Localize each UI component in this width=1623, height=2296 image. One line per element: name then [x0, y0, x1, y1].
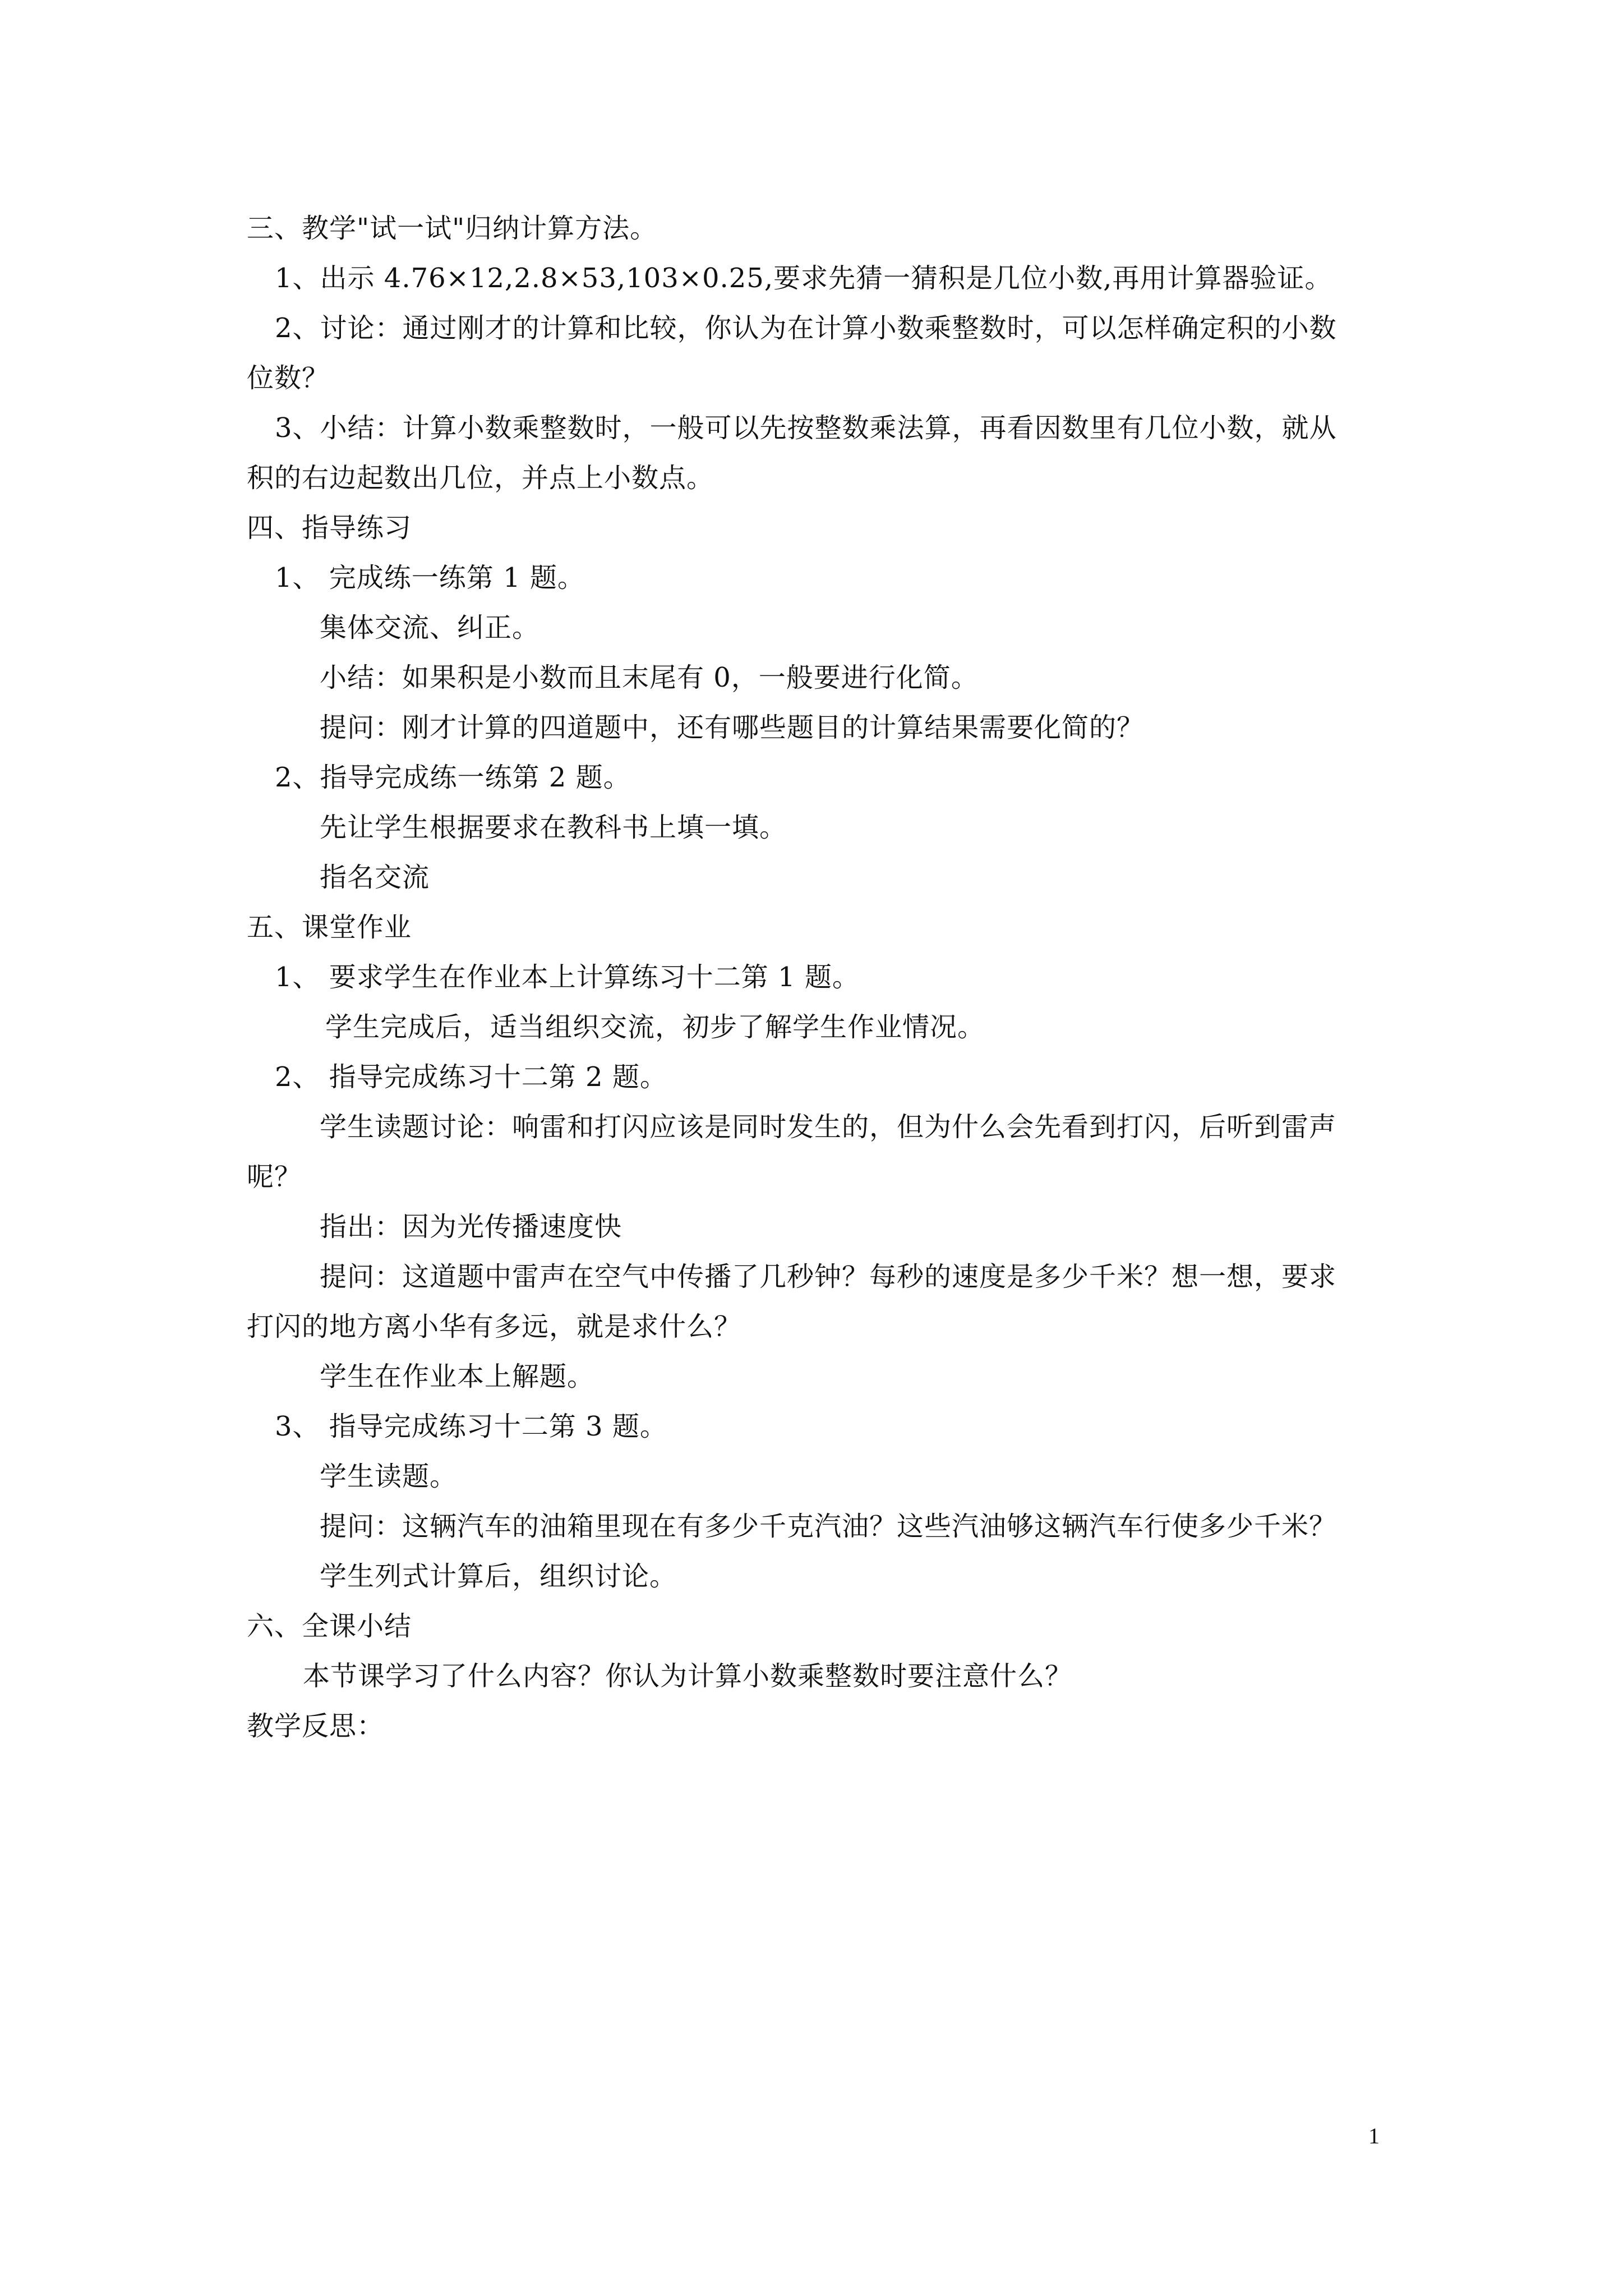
heading-section-3: 三、教学"试一试"归纳计算方法。	[247, 213, 658, 244]
paragraph-line: 位数？	[247, 362, 330, 394]
paragraph-line: 提问：这道题中雷声在空气中传播了几秒钟？每秒的速度是多少千米？想一想，要求	[320, 1261, 1337, 1292]
page-number: 1	[1368, 2123, 1380, 2148]
paragraph-line: 2、 指导完成练习十二第 2 题。	[275, 1061, 667, 1093]
paragraph-line: 1、 完成练一练第 1 题。	[275, 562, 585, 593]
paragraph-line: 2、讨论：通过刚才的计算和比较，你认为在计算小数乘整数时，可以怎样确定积的小数	[275, 312, 1337, 344]
paragraph-line: 提问：刚才计算的四道题中，还有哪些题目的计算结果需要化简的？	[320, 712, 1145, 743]
paragraph-line: 先让学生根据要求在教科书上填一填。	[320, 812, 787, 843]
paragraph-line: 本节课学习了什么内容？你认为计算小数乘整数时要注意什么？	[303, 1660, 1073, 1692]
paragraph-line: 指出：因为光传播速度快	[320, 1211, 623, 1243]
paragraph-line: 集体交流、纠正。	[320, 612, 540, 643]
paragraph-line: 学生完成后，适当组织交流，初步了解学生作业情况。	[325, 1011, 985, 1043]
paragraph-line: 积的右边起数出几位，并点上小数点。	[247, 462, 714, 494]
paragraph-line: 小结：如果积是小数而且末尾有 0，一般要进行化简。	[320, 662, 979, 693]
paragraph-line: 2、指导完成练一练第 2 题。	[275, 762, 631, 793]
teaching-reflection-label: 教学反思：	[247, 1710, 385, 1742]
paragraph-line: 3、小结：计算小数乘整数时，一般可以先按整数乘法算，再看因数里有几位小数，就从	[275, 412, 1337, 444]
paragraph-line: 1、 要求学生在作业本上计算练习十二第 1 题。	[275, 961, 860, 993]
paragraph-line: 提问：这辆汽车的油箱里现在有多少千克汽油？这些汽油够这辆汽车行使多少千米？	[320, 1511, 1337, 1542]
paragraph-line: 学生读题。	[320, 1461, 458, 1492]
paragraph-line: 指名交流	[320, 862, 430, 893]
heading-section-5: 五、课堂作业	[247, 912, 412, 943]
paragraph-line: 学生读题讨论：响雷和打闪应该是同时发生的，但为什么会先看到打闪，后听到雷声	[320, 1111, 1337, 1143]
paragraph-line: 学生在作业本上解题。	[320, 1361, 595, 1392]
heading-section-4: 四、指导练习	[247, 512, 412, 544]
paragraph-line: 打闪的地方离小华有多远，就是求什么？	[247, 1311, 742, 1342]
paragraph-line: 1、出示 4.76×12,2.8×53,103×0.25,要求先猜一猜积是几位小数,再用计算器验证。	[275, 263, 1332, 294]
paragraph-line: 呢？	[247, 1161, 302, 1193]
heading-section-6: 六、全课小结	[247, 1611, 412, 1642]
paragraph-line: 学生列式计算后，组织讨论。	[320, 1561, 677, 1592]
paragraph-line: 3、 指导完成练习十二第 3 题。	[275, 1411, 667, 1442]
